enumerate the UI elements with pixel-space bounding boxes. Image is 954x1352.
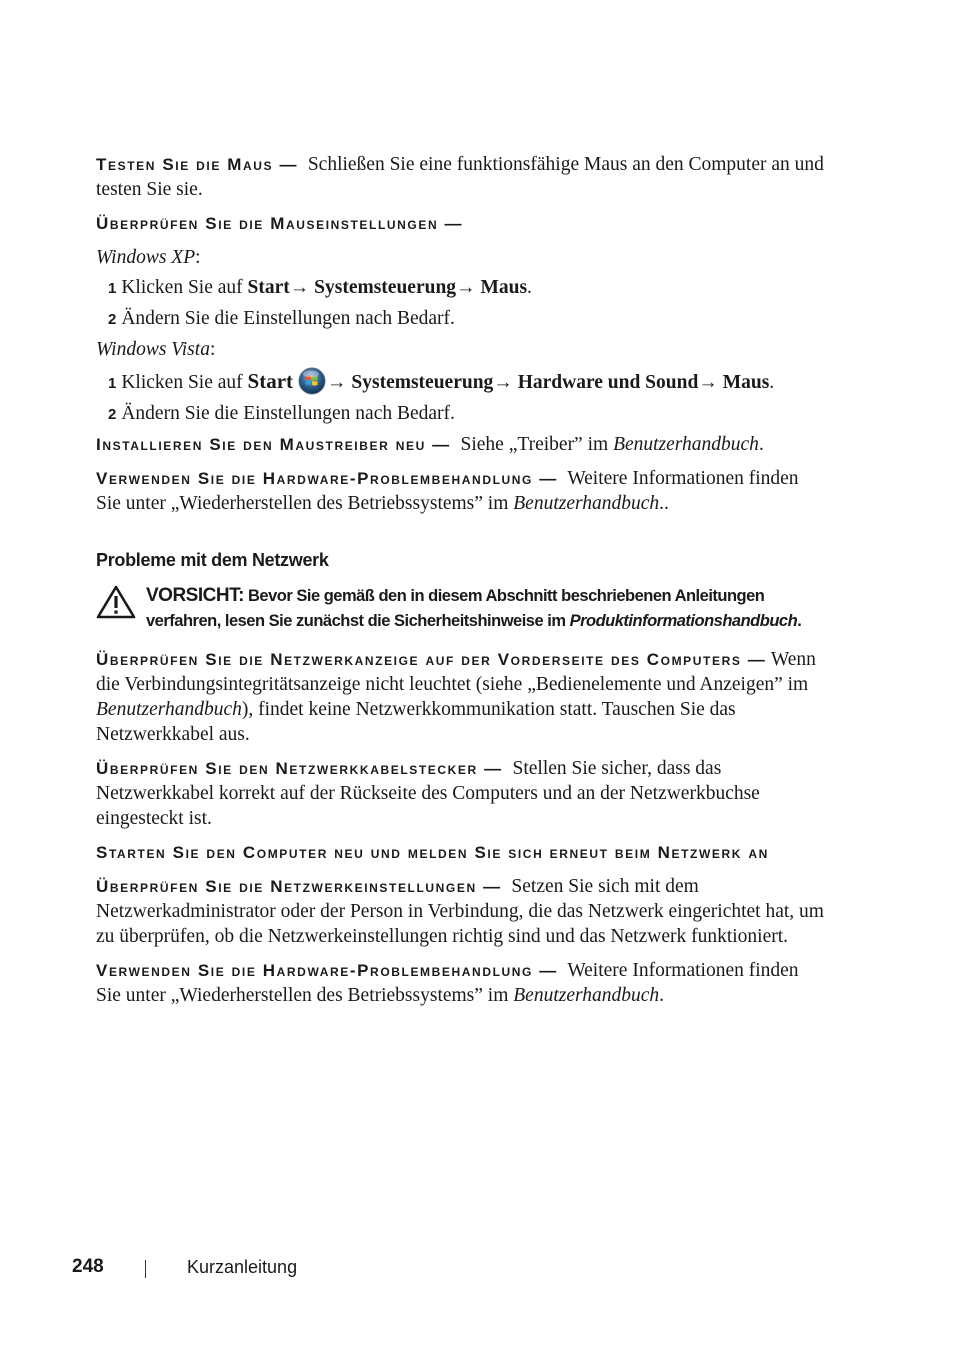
test-mouse-heading: Testen Sie die Maus —	[96, 155, 299, 174]
network-problems-heading: Probleme mit dem Netzwerk	[96, 550, 329, 570]
control-panel-label: Systemsteuerung	[314, 277, 457, 298]
network-settings-paragraph: Überprüfen Sie die Netzwerkeinstellungen — Setzen Sie sich mit dem Netzwerkadministrator oder der Person in Verbindung, die das Netzwerk eingerichtet hat, um zu überprüfen, ob die Netzwerkeinstellungen richtig sind und das Netzwerk funktioniert.	[96, 876, 824, 947]
network-cable-heading: Überprüfen Sie den Netzwerkkabelstecker —	[96, 759, 503, 778]
mouse-label: Maus	[480, 277, 528, 298]
hardware-sound-label: Hardware und Sound	[517, 372, 699, 393]
warning-triangle-icon	[96, 585, 136, 619]
start-menu-label: Start	[247, 277, 290, 298]
manual-reference: Benutzerhandbuch	[96, 699, 242, 720]
caution-text: Bevor Sie gemäß den in diesem Abschnitt beschriebenen Anleitungen verfahren, lesen Sie zunächst die Sicherheitshinweise im	[146, 587, 765, 630]
network-indicator-heading: Überprüfen Sie die Netzwerkanzeige auf der Vorderseite des Computers —	[96, 650, 767, 669]
windows-vista-label: Windows Vista:	[96, 339, 216, 360]
step-number: 2	[108, 406, 117, 423]
restart-computer-heading: Starten Sie den Computer neu und melden Sie sich erneut beim Netzwerk an	[96, 843, 769, 862]
manual-reference: Benutzerhandbuch	[513, 985, 660, 1006]
xp-step-1: 1 Klicken Sie auf Start→ Systemsteuerung→ Maus.	[108, 277, 532, 298]
hardware-troubleshooter-paragraph-2: Verwenden Sie die Hardware-Problembehandlung — Weitere Informationen finden Sie unter „Wiederherstellen des Betriebssystems” im Benutzerhandbuch.	[96, 960, 799, 1006]
test-mouse-text: Schließen Sie eine funktionsfähige Maus an den Computer an und testen Sie sie.	[96, 154, 824, 200]
footer-title: Kurzanleitung	[187, 1257, 298, 1277]
network-indicator-paragraph: Überprüfen Sie die Netzwerkanzeige auf der Vorderseite des Computers — Wenn die Verbindungsintegritätsanzeige nicht leuchtet (siehe „Bedienelemente und Anzeigen” im Benutzerhandbuch), findet keine Netzwerkkommunikation statt. Tauschen Sie das Netzwerkkabel aus.	[96, 649, 816, 745]
caution-notice: VORSICHT: Bevor Sie gemäß den in diesem Abschnitt beschriebenen Anleitungen verfahren, lesen Sie zunächst die Sicherheitshinweise im Produktinformationshandbuch.	[96, 583, 824, 634]
network-settings-heading: Überprüfen Sie die Netzwerkeinstellungen —	[96, 877, 502, 896]
manual-reference: Produktinformationshandbuch	[569, 612, 798, 630]
restart-computer-paragraph	[96, 840, 824, 865]
page-content	[96, 152, 824, 1017]
vista-step-2: 2 Ändern Sie die Einstellungen nach Bedarf.	[108, 403, 455, 424]
page-footer	[72, 1256, 772, 1286]
page-number: 248	[72, 1256, 104, 1277]
step-number: 1	[108, 280, 117, 297]
manual-reference: Benutzerhandbuch	[513, 493, 660, 514]
test-mouse-paragraph	[96, 152, 824, 202]
mouse-settings-heading-paragraph	[96, 211, 824, 236]
xp-step-2: 2 Ändern Sie die Einstellungen nach Bedarf.	[108, 308, 455, 329]
hardware-troubleshooter-heading: Verwenden Sie die Hardware-Problembehandlung —	[96, 469, 558, 488]
mouse-label: Maus	[722, 372, 770, 393]
step-number: 1	[108, 375, 117, 392]
windows-xp-label: Windows XP:	[96, 247, 201, 268]
hardware-troubleshooter-paragraph: Verwenden Sie die Hardware-Problembehandlung — Weitere Informationen finden Sie unter „Wiederherstellen des Betriebssystems” im Benutzerhandbuch..	[96, 468, 799, 514]
vista-step-1: 1 Klicken Sie auf Start → Systemsteuerung→ Hardware und Sound→ Maus.	[108, 369, 775, 393]
windows-start-orb-icon	[298, 367, 326, 395]
hardware-troubleshooter-heading-2: Verwenden Sie die Hardware-Problembehandlung —	[96, 961, 558, 980]
start-menu-label: Start	[247, 369, 294, 393]
caution-label: VORSICHT:	[146, 585, 244, 606]
reinstall-driver-heading: Installieren Sie den Maustreiber neu —	[96, 435, 451, 454]
footer-divider	[145, 1260, 146, 1278]
mouse-settings-heading: Überprüfen Sie die Mauseinstellungen —	[96, 214, 464, 233]
control-panel-label: Systemsteuerung	[351, 372, 494, 393]
reinstall-driver-paragraph: Installieren Sie den Maustreiber neu — Siehe „Treiber” im Benutzerhandbuch.	[96, 434, 764, 455]
manual-reference: Benutzerhandbuch	[613, 434, 759, 455]
step-number: 2	[108, 311, 117, 328]
network-cable-paragraph: Überprüfen Sie den Netzwerkkabelstecker — Stellen Sie sicher, dass das Netzwerkkabel korrekt auf der Rückseite des Computers und an der Netzwerkbuchse eingesteckt ist.	[96, 758, 760, 829]
